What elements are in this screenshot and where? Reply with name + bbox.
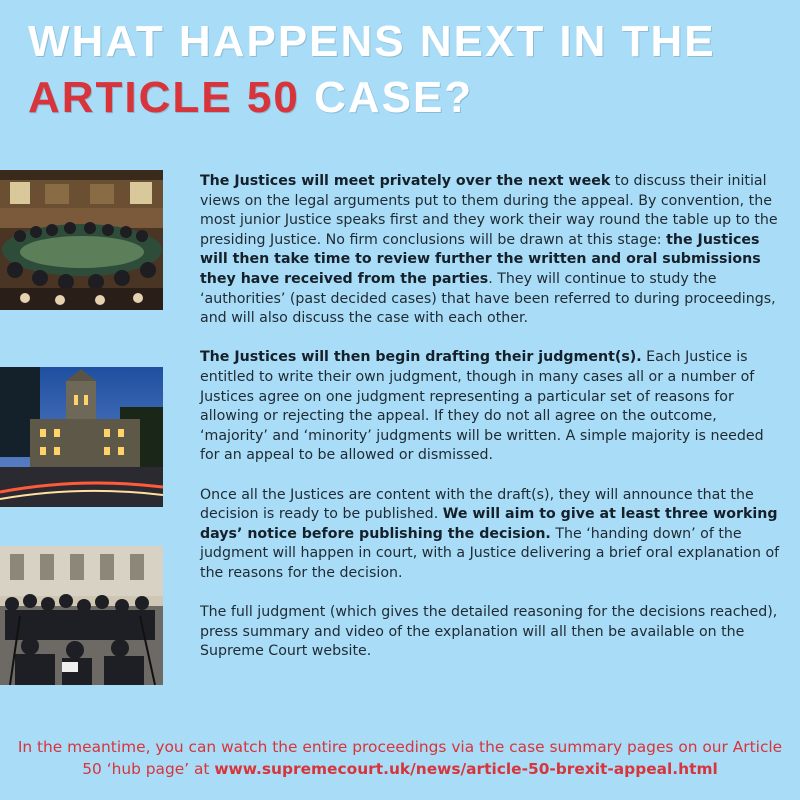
paragraph-publishing xyxy=(200,486,785,584)
paragraph-meeting-bold-1: The Justices will meet privately over the next week xyxy=(200,173,611,189)
paragraph-meeting-text-1: to discuss their initial views on the legal arguments put to them during the appeal. By convention, the most junior Justice speaks first and they work their way round the table up to the presiding Justice. No firm conclusions will be drawn at this stage: xyxy=(200,173,778,248)
paragraph-full-judgment-text: The full judgment (which gives the detailed reasoning for the decisions reached), press summary and video of the explanation will all then be available on the Supreme Court website. xyxy=(200,604,778,660)
title-rest: CASE? xyxy=(314,73,474,122)
footer-text: In the meantime, you can watch the entire proceedings via the case summary pages on our Article 50 ‘hub page’ at xyxy=(17,738,783,778)
paragraph-meeting xyxy=(200,172,785,329)
main-text xyxy=(200,172,785,681)
paragraph-drafting xyxy=(200,348,785,466)
courtroom-image xyxy=(0,170,163,310)
hub-page-link[interactable]: www.supremecourt.uk/news/article-50-brexit-appeal.html xyxy=(214,760,718,778)
title-line-1: WHAT HAPPENS NEXT IN THE xyxy=(28,17,716,66)
footer-note xyxy=(10,736,790,780)
building-photo xyxy=(0,367,163,507)
paragraph-full-judgment xyxy=(200,603,785,662)
paragraph-drafting-text-1: Each Justice is entitled to write their own judgment, though in many cases all or a number of Justices agree on one judgment representing a particular set of reasons for allowing or rejecting the appeal. If they do not all agree on the outcome, ‘majority’ and ‘minority’ judgments will be written. A simple majority is needed for an appeal to be allowed or dismissed. xyxy=(200,349,764,464)
paragraph-meeting-text-2: . They will continue to study the ‘authorities’ (past decided cases) that have been referred to during proceedings, and will also discuss the case with each other. xyxy=(200,270,776,327)
paragraph-drafting-bold-1: The Justices will then begin drafting their judgment(s). xyxy=(200,349,642,366)
title-accent: ARTICLE 50 xyxy=(28,73,300,122)
paragraph-publishing-text-1: Once all the Justices are content with the draft(s), they will announce that the decision is ready to be published. xyxy=(200,486,754,523)
paragraph-meeting-bold-2: the Justices will then take time to review further the written and oral submissions they have received from the parties xyxy=(200,231,761,287)
paragraph-publishing-text-2: The ‘handing down’ of the judgment will happen in court, with a Justice delivering a brief oral explanation of the reasons for the decision. xyxy=(200,525,780,581)
press-image xyxy=(0,546,163,685)
building-image xyxy=(0,367,163,507)
paragraph-publishing-bold-1: We will aim to give at least three working days’ notice before publishing the decision. xyxy=(200,506,778,542)
courtroom-photo xyxy=(0,170,163,310)
press-photo xyxy=(0,546,163,685)
page-title xyxy=(28,14,788,126)
